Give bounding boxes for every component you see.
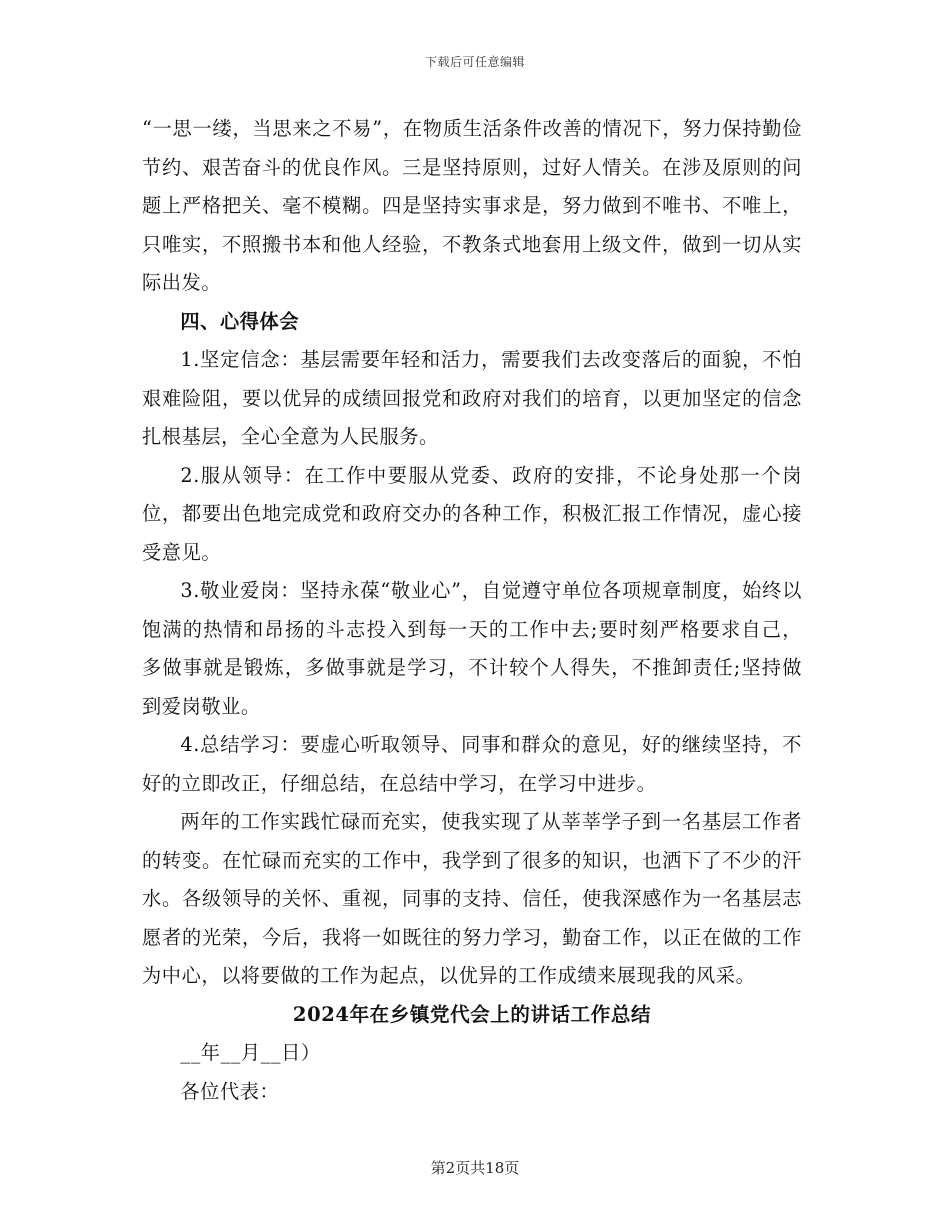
- list-item-3: 3.敬业爱岗：坚持永葆“敬业心”，自觉遵守单位各项规章制度，始终以饱满的热情和昂扬的斗志投入到每一天的工作中去;要时刻严格要求自己，多做事就是锻炼，多做事就是学习，不计较个人得失，不推卸责任;坚持做到爱岗敬业。: [142, 579, 802, 718]
- document-body: [142, 110, 802, 1111]
- closing-paragraph: 两年的工作实践忙碌而充实，使我实现了从莘莘学子到一名基层工作者的转变。在忙碌而充实的工作中，我学到了很多的知识，也洒下了不少的汗水。各级领导的关怀、重视，同事的支持、信任，使我深感作为一名基层志愿者的光荣，今后，我将一如既往的努力学习，勤奋工作，以正在做的工作为中心，以将要做的工作为起点，以优异的工作成绩来展现我的风采。: [142, 810, 802, 987]
- document-title: 2024年在乡镇党代会上的讲话工作总结: [292, 1002, 652, 1026]
- page-footer: 第2页共18页: [430, 1159, 520, 1177]
- section-heading: 四、心得体会: [180, 309, 300, 333]
- salutation: 各位代表：: [180, 1079, 280, 1103]
- paragraph-continuation: “一思一缕，当思来之不易”，在物质生活条件改善的情况下，努力保持勤俭节约、艰苦奋斗的优良作风。三是坚持原则，过好人情关。在涉及原则的问题上严格把关、毫不模糊。四是坚持实事求是，努力做到不唯书、不唯上，只唯实，不照搬书本和他人经验，不教条式地套用上级文件，做到一切从实际出发。: [142, 117, 802, 294]
- list-item-4: 4.总结学习：要虚心听取领导、同事和群众的意见，好的继续坚持，不好的立即改正，仔细总结，在总结中学习，在学习中进步。: [142, 733, 802, 795]
- date-line: __年__月__日）: [180, 1041, 321, 1064]
- list-item-2: 2.服从领导：在工作中要服从党委、政府的安排，不论身处那一个岗位，都要出色地完成党和政府交办的各种工作，积极汇报工作情况，虚心接受意见。: [142, 463, 802, 564]
- page-header: 下载后可任意编辑: [424, 55, 525, 69]
- list-item-1: 1.坚定信念：基层需要年轻和活力，需要我们去改变落后的面貌，不怕艰难险阻，要以优异的成绩回报党和政府对我们的培育，以更加坚定的信念扎根基层，全心全意为人民服务。: [142, 348, 802, 448]
